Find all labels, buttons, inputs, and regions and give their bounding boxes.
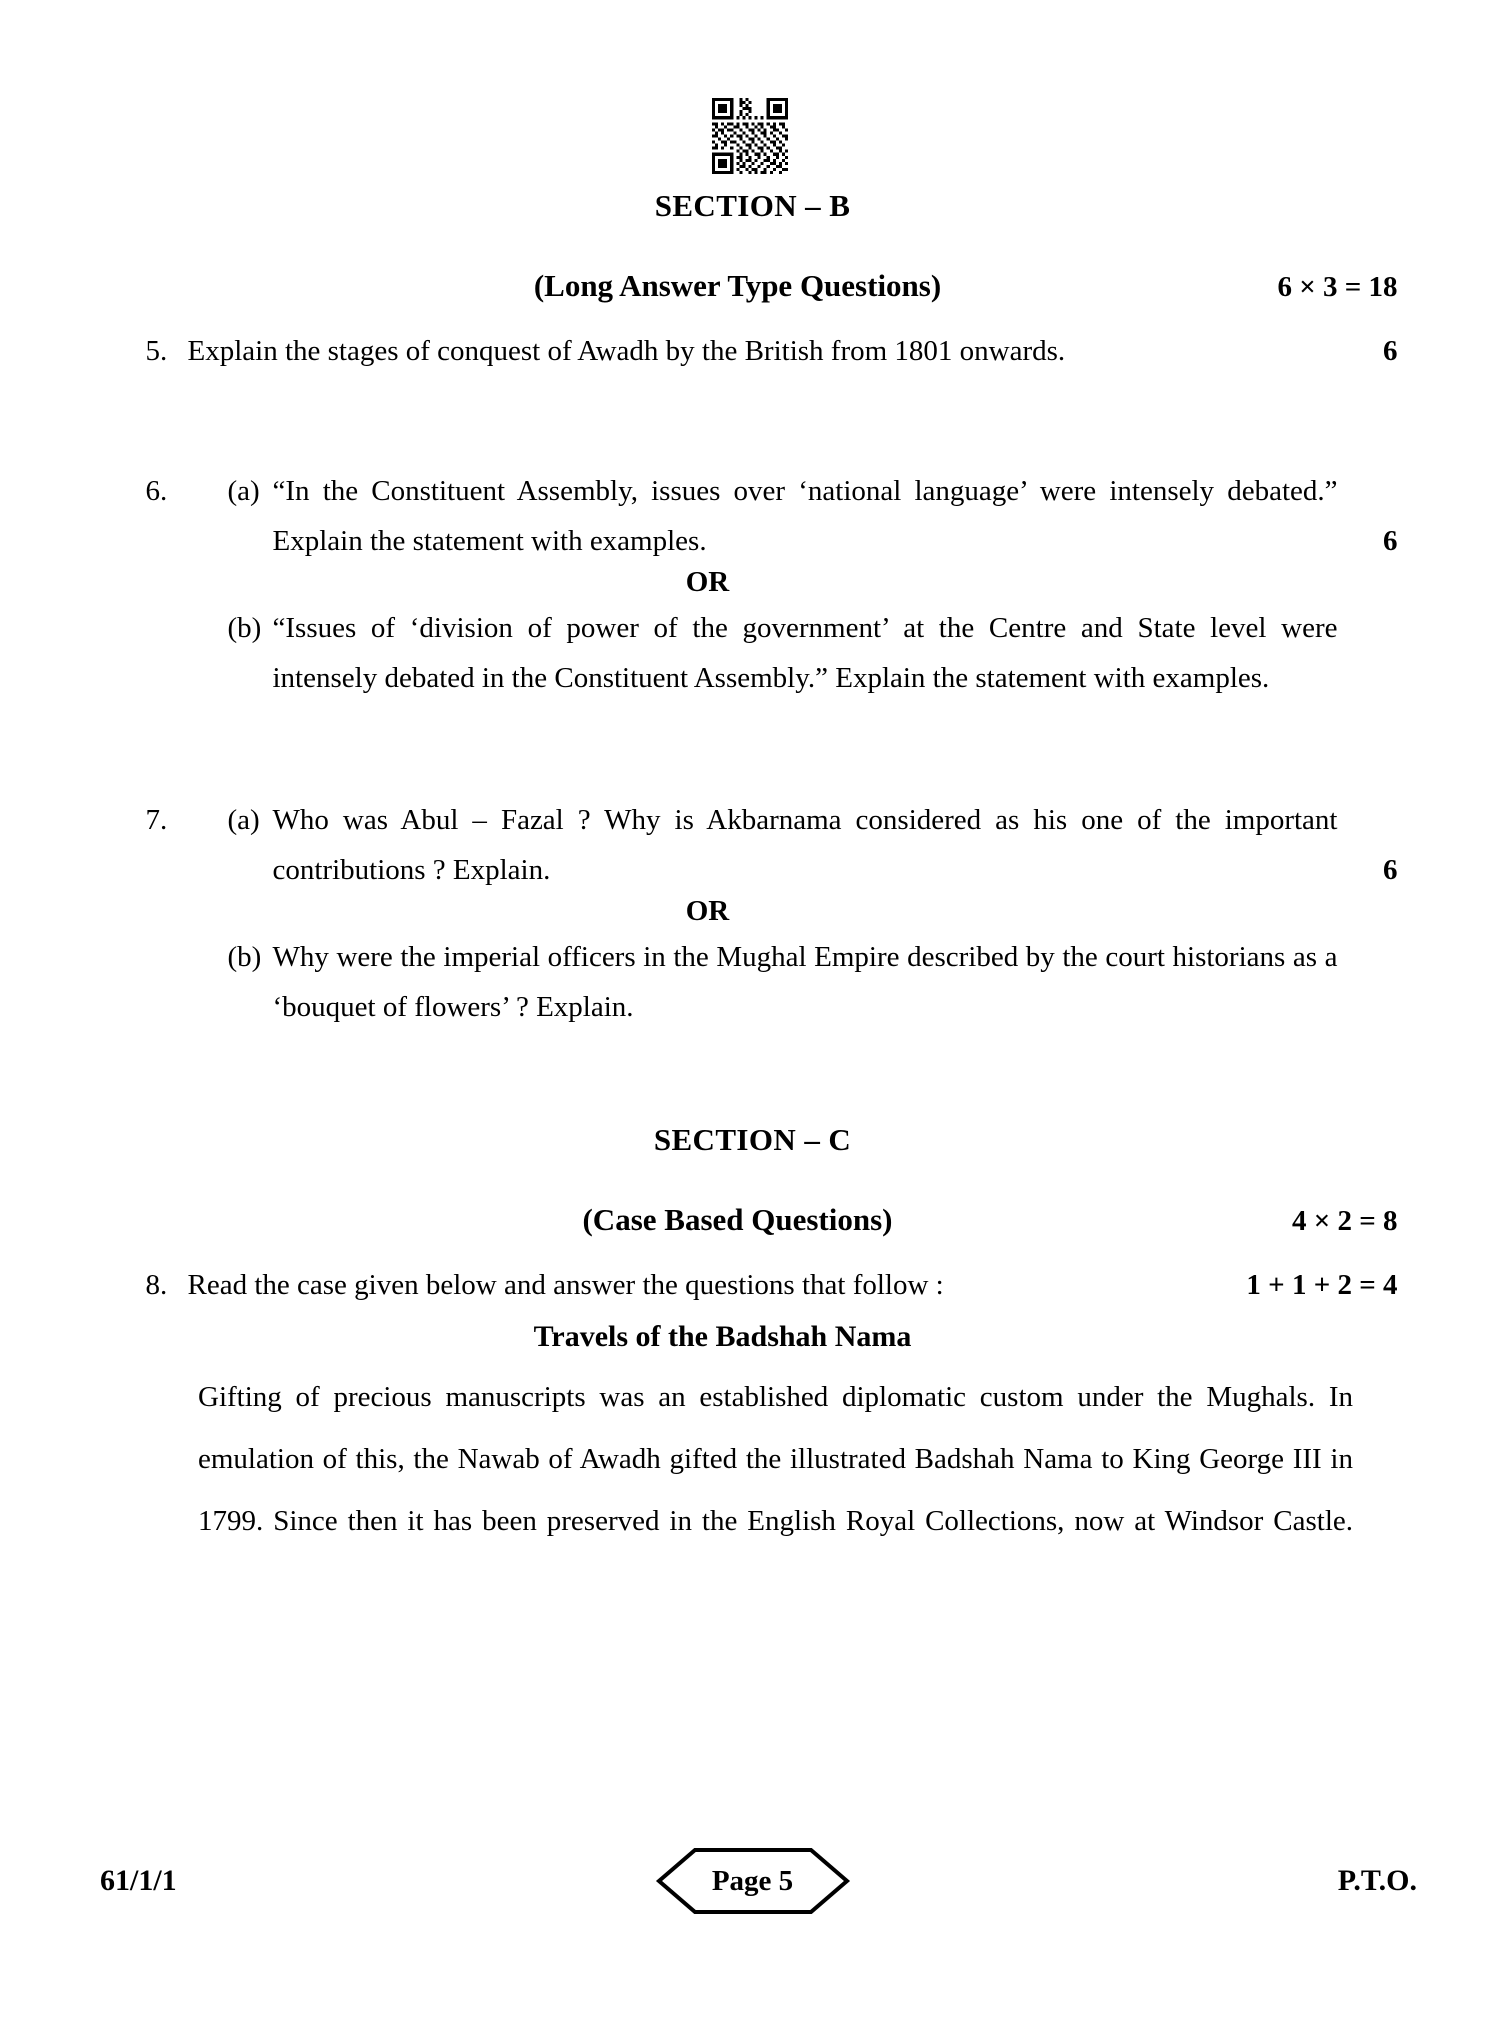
section-c-title: SECTION – C [653, 1122, 852, 1157]
question-7a-text: Who was Abul – Fazal ? Why is Akbarnama considered as his one of the important contributions ? Explain. [272, 804, 1338, 886]
question-5-text: Explain the stages of conquest of Awadh by the British from 1801 onwards. [187, 335, 1066, 367]
question-7b-text: Why were the imperial officers in the Mughal Empire described by the court historians as a ‘bouquet of flowers’ ? Explain. [272, 941, 1338, 1023]
section-c-subtitle: (Case Based Questions) [582, 1202, 893, 1237]
page-footer [0, 1846, 1505, 1916]
or-separator-6: OR [685, 566, 730, 598]
section-c-subtitle-row [108, 1202, 1398, 1238]
question-7a-label: (a) [227, 804, 260, 836]
question-7b [108, 932, 1398, 1032]
question-5-number: 5. [145, 335, 168, 367]
question-6a-text: “In the Constituent Assembly, issues over ‘national language’ were intensely debated.” Explain the statement with examples. [272, 475, 1338, 557]
question-7b-label: (b) [227, 941, 262, 973]
question-8-number: 8. [145, 1269, 168, 1301]
page-number-label: Page 5 [711, 1864, 794, 1897]
question-6b-text: “Issues of ‘division of power of the government’ at the Centre and State level were intensely debated in the Constituent Assembly.” Explain the statement with examples. [272, 612, 1338, 694]
question-7a [108, 795, 1398, 895]
or-separator-7: OR [685, 895, 730, 927]
question-5 [108, 326, 1398, 376]
question-6b [108, 603, 1398, 703]
question-6b-label: (b) [227, 612, 262, 644]
section-b-subtitle-row [108, 268, 1398, 304]
section-c-marks: 4 × 2 = 8 [1291, 1205, 1398, 1237]
question-6a-marks: 6 [1383, 525, 1398, 557]
question-8 [108, 1260, 1398, 1310]
question-7a-marks: 6 [1383, 854, 1398, 886]
question-6-number: 6. [145, 475, 168, 507]
question-7-number: 7. [145, 804, 168, 836]
question-8-instruction: Read the case given below and answer the questions that follow : [187, 1269, 944, 1301]
case-study-passage: Gifting of precious manuscripts was an established diplomatic custom under the Mughals. In emulation of this, the Nawab of Awadh gifted the illustrated Badshah Nama to King George III in 1799. Since then it has been preserved in the English Royal Collections, now at Windsor Castle. [198, 1381, 1353, 1537]
question-8-marks: 1 + 1 + 2 = 4 [1246, 1269, 1398, 1301]
section-b-marks: 6 × 3 = 18 [1277, 271, 1398, 303]
pto-label: P.T.O. [1337, 1864, 1417, 1897]
question-6a-label: (a) [227, 475, 260, 507]
case-study-title: Travels of the Badshah Nama [533, 1320, 912, 1353]
page-number-badge [653, 1846, 853, 1916]
question-6a [108, 466, 1398, 566]
question-5-marks: 6 [1383, 335, 1398, 367]
section-b-title: SECTION – B [654, 188, 851, 223]
section-b-subtitle: (Long Answer Type Questions) [533, 268, 942, 303]
paper-code: 61/1/1 [100, 1864, 177, 1897]
qr-code-icon [712, 98, 788, 174]
